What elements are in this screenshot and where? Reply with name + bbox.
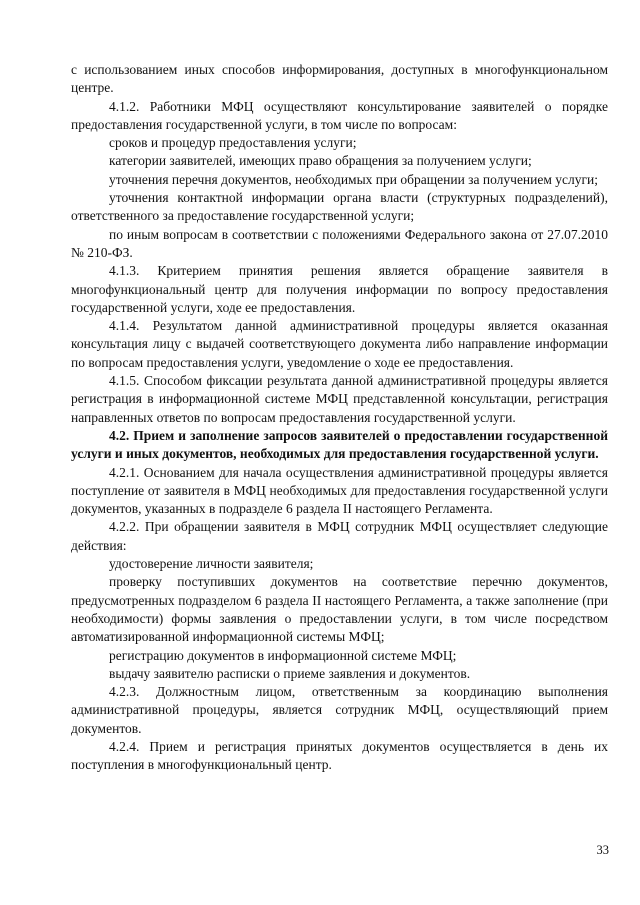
paragraph-4-2-2: 4.2.2. При обращении заявителя в МФЦ сотрудник МФЦ осуществляет следующие действия: (71, 519, 608, 553)
section-heading-4-2: 4.2. Прием и заполнение запросов заявителей о предоставлении государственной услуги и иных документов, необходимых для предоставления государственной услуги. (71, 427, 608, 462)
list-item-documents: уточнения перечня документов, необходимых при обращении за получением услуги; (109, 171, 599, 187)
list-item-registration: регистрацию документов в информационной системе МФЦ; (109, 647, 457, 663)
list-item-other-questions: по иным вопросам в соответствии с положениями Федерального закона от 27.07.2010 № 210-ФЗ. (71, 226, 608, 260)
list-item-check-documents: проверку поступивших документов на соответствие перечню документов, предусмотренных подразделом 6 раздела II настоящего Регламента, а также заполнение (при необходимости) формы заявления о предоставлении услуги, в том числе посредством автоматизированной информационной системы МФЦ; (71, 574, 608, 645)
list-item-contacts: уточнения контактной информации органа власти (структурных подразделений), ответственного за предоставление государственной услуги; (71, 190, 608, 224)
page-number: 33 (596, 843, 609, 857)
paragraph-4-1-3: 4.1.3. Критерием принятия решения является обращение заявителя в многофункциональный центр для получения информации по вопросу предоставления государственной услуги, ходе ее предоставления. (71, 263, 608, 315)
paragraph-4-2-1: 4.2.1. Основанием для начала осуществления административной процедуры является поступление от заявителя в МФЦ необходимых для предоставления государственной услуги документов, указанных в подразделе 6 раздела II настоящего Регламента. (71, 464, 608, 517)
paragraph-4-1-4: 4.1.4. Результатом данной административной процедуры является оказанная консультация лицу с выдачей соответствующего документа либо направление информации по вопросам предоставления услуги, уведомление о ходе ее предоставления. (71, 318, 608, 370)
paragraph-4-2-4: 4.2.4. Прием и регистрация принятых документов осуществляется в день их поступления в многофункциональный центр. (71, 738, 608, 773)
paragraph-continuation: с использованием иных способов информирования, доступных в многофункциональном центре. (71, 62, 608, 96)
document-body (71, 61, 608, 775)
paragraph-4-1-2: 4.1.2. Работники МФЦ осуществляют консультирование заявителей о порядке предоставления государственной услуги, в том числе по вопросам: (71, 98, 608, 132)
list-item-identity: удостоверение личности заявителя; (109, 556, 314, 572)
paragraph-4-2-3: 4.2.3. Должностным лицом, ответственным за координацию выполнения административной процедуры, является сотрудник МФЦ, осуществляющий прием документов. (71, 684, 608, 736)
list-item-receipt: выдачу заявителю расписки о приеме заявления и документов. (109, 665, 471, 681)
list-item-categories: категории заявителей, имеющих право обращения за получением услуги; (109, 153, 532, 169)
list-item-deadlines: сроков и процедур предоставления услуги; (109, 135, 357, 151)
paragraph-4-1-5: 4.1.5. Способом фиксации результата данной административной процедуры является регистрация в информационной системе МФЦ представленной консультации, регистрация направленных ответов по вопросам предоставления государственной услуги. (71, 373, 608, 425)
